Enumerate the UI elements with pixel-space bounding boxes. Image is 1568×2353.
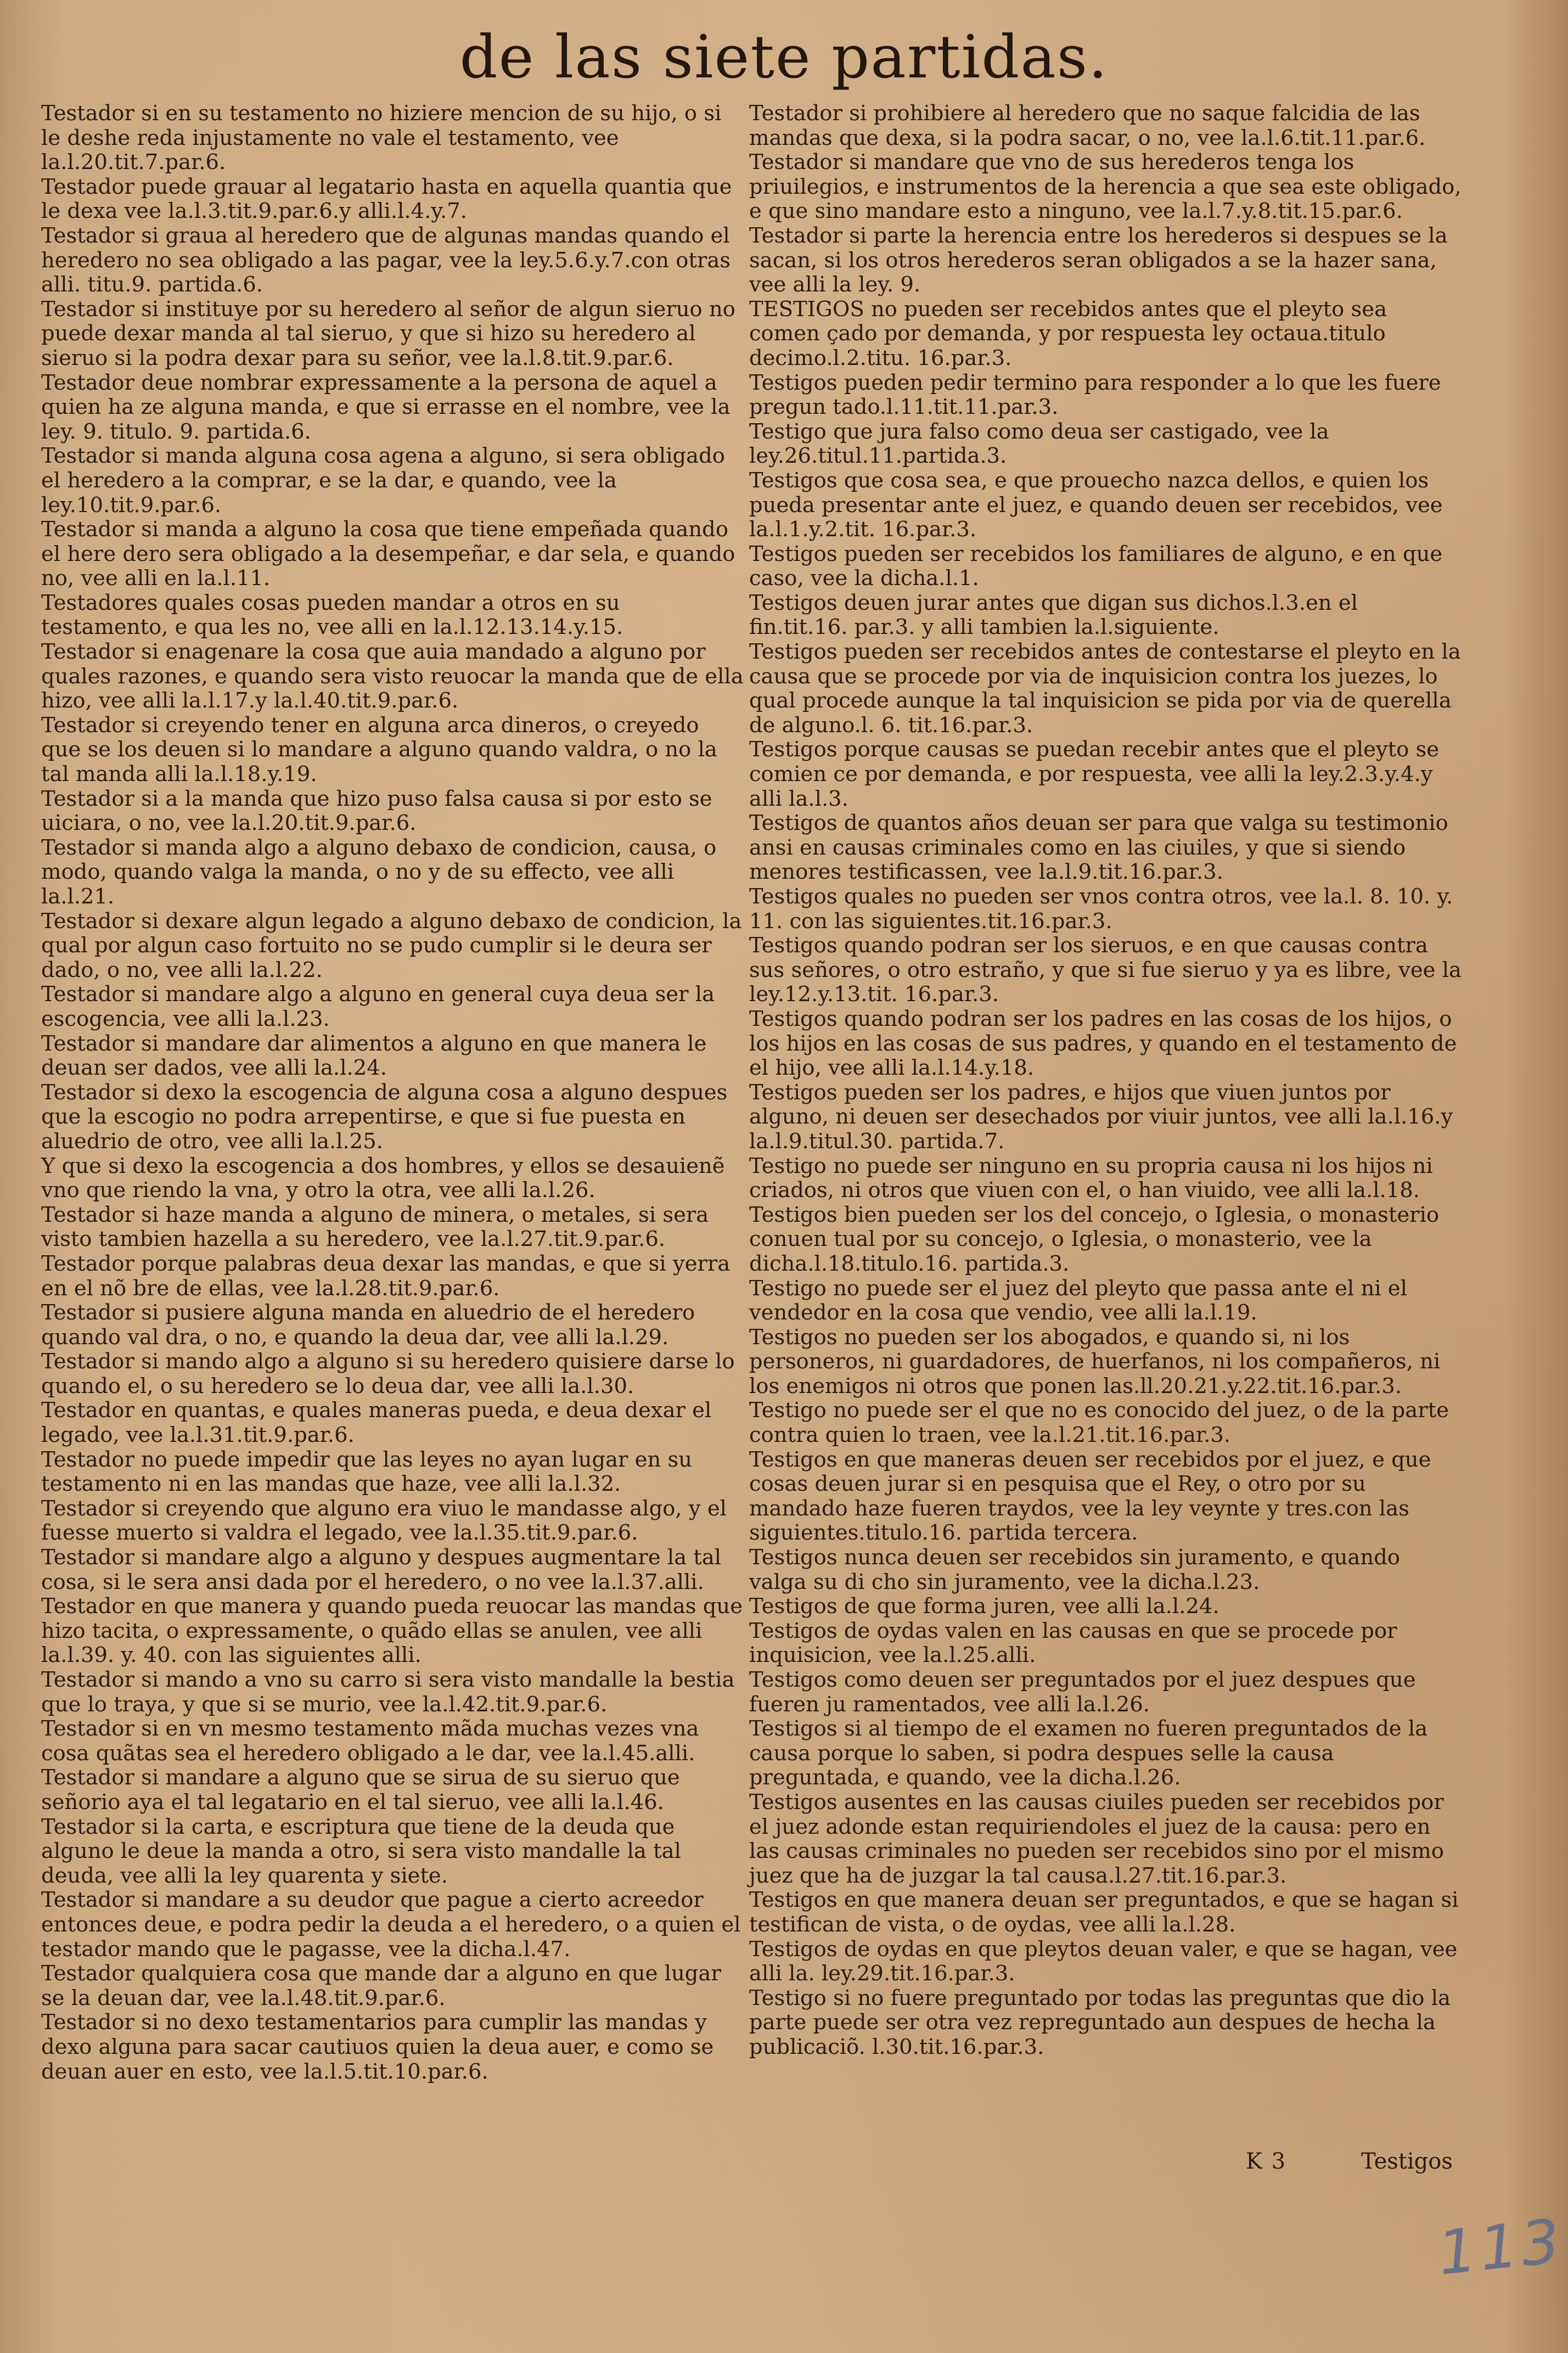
index-entry: Testigos quando podran ser los padres en las cosas de los hijos, o los hijos en las cosas de sus padres, y quando en el testamento de el hijo, vee alli la.l.14.y.18. bbox=[749, 1006, 1457, 1081]
index-entry: Testador si dexo la escogencia de alguna cosa a alguno despues que la escogio no podra arrepentirse, e que si fue puesta en aluedrio de otro, vee alli la.l.25. bbox=[41, 1080, 728, 1154]
left-column bbox=[41, 102, 744, 2084]
index-entry: Testador si instituye por su heredero al señor de algun sieruo no puede dexar manda al tal sieruo, y que si hizo su heredero al sieruo si la podra dexar para su señor, vee la.l.8.tit.9.par.6. bbox=[41, 296, 735, 370]
index-entry: Testigos como deuen ser preguntados por el juez despues que fueren ju ramentados, vee alli la.l.26. bbox=[749, 1667, 1416, 1717]
index-entry: Testador si en vn mesmo testamento mãda muchas vezes vna cosa quãtas sea el heredero obligado a le dar, vee la.l.45.alli. bbox=[41, 1716, 699, 1766]
index-entry: Testador si manda algo a alguno debaxo de condicion, causa, o modo, quando valga la manda, o no y de su effecto, vee alli la.l.21. bbox=[41, 835, 717, 909]
index-entry: Testigos quando podran ser los sieruos, e en que causas contra sus señores, o otro estraño, y que si fue sieruo y ya es libre, vee la ley.12.y.13.tit. 16.par.3. bbox=[749, 933, 1462, 1007]
index-entry: Testigo no puede ser el juez del pleyto que passa ante el ni el vendedor en la cosa que vendio, vee alli la.l.19. bbox=[749, 1276, 1407, 1326]
right-column bbox=[749, 102, 1463, 2060]
index-entry: Testigos nunca deuen ser recebidos sin juramento, e quando valga su di cho sin juramento, vee la dicha.l.23. bbox=[749, 1545, 1400, 1594]
index-entry: Testigo que jura falso como deua ser castigado, vee la ley.26.titul.11.partida.3. bbox=[749, 419, 1329, 469]
index-entry: Testigos porque causas se puedan recebir antes que el pleyto se comien ce por demanda, e por respuesta, vee alli la ley.2.3.y.4.y alli la.l.3. bbox=[749, 737, 1440, 811]
index-entry: Testigos en que maneras deuen ser recebidos por el juez, e que cosas deuen jurar si en pesquisa que el Rey, o otro por su mandado haze fueren traydos, vee la ley veynte y tres.con las siguientes.titulo.16. partida tercera. bbox=[749, 1447, 1431, 1546]
index-entry: Testador puede grauar al legatario hasta en aquella quantia que le dexa vee la.l.3.tit.9.par.6.y alli.l.4.y.7. bbox=[41, 174, 732, 224]
index-entry: Testador porque palabras deua dexar las mandas, e que si yerra en el nõ bre de ellas, vee la.l.28.tit.9.par.6. bbox=[41, 1251, 730, 1301]
index-entry: Testador si mandare a su deudor que pague a cierto acreedor entonces deue, e podra pedir la deuda a el heredero, o a quien el testador mando que le pagasse, vee la dicha.l.47. bbox=[41, 1888, 741, 1962]
index-entry: Testador si mando algo a alguno si su heredero quisiere darse lo quando el, o su heredero se lo deua dar, vee alli la.l.30. bbox=[41, 1349, 735, 1399]
index-entry: Testador si haze manda a alguno de minera, o metales, si sera visto tambien hazella a su heredero, vee la.l.27.tit.9.par.6. bbox=[41, 1202, 709, 1252]
index-entry: Testador deue nombrar expressamente a la persona de aquel a quien ha ze alguna manda, e que si errasse en el nombre, vee la ley. 9. titulo. 9. partida.6. bbox=[41, 370, 730, 444]
catchword: Testigos bbox=[1361, 2149, 1453, 2174]
index-entry: Testigo no puede ser el que no es conocido del juez, o de la parte contra quien lo traen, vee la.l.21.tit.16.par.3. bbox=[749, 1398, 1449, 1448]
index-entry: Testador si mandare que vno de sus herederos tenga los priuilegios, e instrumentos de la herencia a que sea este obligado, e que sino mandare esto a ninguno, vee la.l.7.y.8.tit.15.par.6. bbox=[749, 150, 1462, 224]
index-entry: Testador si graua al heredero que de algunas mandas quando el heredero no sea obligado a las pagar, vee la ley.5.6.y.7.con otras alli. titu.9. partida.6. bbox=[41, 223, 731, 297]
index-entry: Testigo si no fuere preguntado por todas las preguntas que dio la parte puede ser otra vez repreguntado aun despues de hecha la publicaciõ. l.30.tit.16.par.3. bbox=[749, 1985, 1451, 2059]
index-entry: Testigos pueden ser recebidos antes de contestarse el pleyto en la causa que se procede por via de inquisicion contra los juezes, lo qual procede aunque la tal inquisicion se pida por via de querella de alguno.l. 6. tit.16.par.3. bbox=[749, 639, 1461, 738]
index-entry: TESTIGOS no pueden ser recebidos antes que el pleyto sea comen çado por demanda, y por respuesta ley octaua.titulo decimo.l.2.titu. 16.par.3. bbox=[749, 296, 1387, 370]
index-entry: Testigos bien pueden ser los del concejo, o Iglesia, o monasterio conuen tual por su concejo, o Iglesia, o monasterio, vee la dicha.l.18.titulo.16. partida.3. bbox=[749, 1202, 1440, 1276]
index-entry: Testador si a la manda que hizo puso falsa causa si por esto se uiciara, o no, vee la.l.20.tit.9.par.6. bbox=[41, 786, 712, 836]
index-entry: Testador si la carta, e escriptura que tiene de la deuda que alguno le deue la manda a otro, si sera visto mandalle la tal deuda, vee alli la ley quarenta y siete. bbox=[41, 1814, 681, 1888]
index-entry: Testador si no dexo testamentarios para cumplir las mandas y dexo alguna para sacar cautiuos quien la deua auer, e como se deuan auer en esto, vee la.l.5.tit.10.par.6. bbox=[41, 2010, 714, 2084]
index-entry: Testador si creyendo tener en alguna arca dineros, o creyedo que se los deuen si lo mandare a alguno quando valdra, o no la tal manda alli la.l.18.y.19. bbox=[41, 712, 717, 787]
index-entry: Testador si parte la herencia entre los herederos si despues se la sacan, si los otros herederos seran obligados a se la hazer sana, vee alli la ley. 9. bbox=[749, 223, 1448, 297]
index-entry: Testador si enagenare la cosa que auia mandado a alguno por quales razones, e quando sera visto reuocar la manda que de ella hizo, vee alli la.l.17.y la.l.40.tit.9.par.6. bbox=[41, 639, 744, 714]
index-entry: Testador si en su testamento no hiziere mencion de su hijo, o si le deshe reda injustamente no vale el testamento, vee la.l.20.tit.7.par.6. bbox=[41, 101, 722, 175]
index-entry: Testigos de oydas en que pleytos deuan valer, e que se hagan, vee alli la. ley.29.tit.16.par.3. bbox=[749, 1936, 1458, 1986]
index-entry: Testigos que cosa sea, e que prouecho nazca dellos, e quien los pueda presentar ante el juez, e quando deuen ser recebidos, vee la.l.1.y.2.tit. 16.par.3. bbox=[749, 468, 1443, 542]
index-entry: Testador si mandare algo a alguno y despues augmentare la tal cosa, si le sera ansi dada por el heredero, o no vee la.l.37.alli. bbox=[41, 1545, 722, 1594]
index-entry: Testador en que manera y quando pueda reuocar las mandas que hizo tacita, o expressamente, o quãdo ellas se anulen, vee alli la.l.39. y. 40. con las siguientes alli. bbox=[41, 1594, 743, 1668]
signature-mark: K 3 bbox=[1246, 2149, 1287, 2174]
index-entry: Testigos pueden pedir termino para responder a lo que les fuere pregun tado.l.11.tit.11.par.3. bbox=[749, 370, 1441, 420]
index-entry: Testador si pusiere alguna manda en aluedrio de el heredero quando val dra, o no, e quando la deua dar, vee alli la.l.29. bbox=[41, 1300, 695, 1350]
running-head: de las siete partidas. bbox=[459, 23, 1109, 92]
index-entry: Testigos quales no pueden ser vnos contra otros, vee la.l. 8. 10. y. 11. con las siguientes.tit.16.par.3. bbox=[749, 884, 1453, 934]
index-entry: Testador si creyendo que alguno era viuo le mandasse algo, y el fuesse muerto si valdra el legado, vee la.l.35.tit.9.par.6. bbox=[41, 1496, 727, 1546]
index-entry: Testador si mandare algo a alguno en general cuya deua ser la escogencia, vee alli la.l.23. bbox=[41, 982, 715, 1031]
index-entry: Testador si manda a alguno la cosa que tiene empeñada quando el here dero sera obligado a la desempeñar, e dar sela, e quando no, vee alli en la.l.11. bbox=[41, 517, 735, 591]
index-entry: Y que si dexo la escogencia a dos hombres, y ellos se desauienẽ vno que riendo la vna, y otro la otra, vee alli la.l.26. bbox=[41, 1153, 725, 1203]
index-entry: Testador si prohibiere al heredero que no saque falcidia de las mandas que dexa, si la podra sacar, o no, vee la.l.6.tit.11.par.6. bbox=[749, 101, 1426, 150]
index-entry: Testadores quales cosas pueden mandar a otros en su testamento, e qua les no, vee alli en la.l.12.13.14.y.15. bbox=[41, 590, 623, 640]
index-entry: Testador qualquiera cosa que mande dar a alguno en que lugar se la deuan dar, vee la.l.48.tit.9.par.6. bbox=[41, 1961, 721, 2011]
index-entry: Testador si mando a vno su carro si sera visto mandalle la bestia que lo traya, y que si se murio, vee la.l.42.tit.9.par.6. bbox=[41, 1667, 735, 1717]
index-entry: Testador en quantas, e quales maneras pueda, e deua dexar el legado, vee la.l.31.tit.9.par.6. bbox=[41, 1398, 712, 1448]
index-entry: Testigos ausentes en las causas ciuiles pueden ser recebidos por el juez adonde estan requiriendoles el juez de la causa: pero en las causas criminales no pueden ser recebidos sino por el mismo juez que ha de juzgar la tal causa.l.27.tit.16.par.3. bbox=[749, 1789, 1444, 1888]
index-entry: Testador si dexare algun legado a alguno debaxo de condicion, la qual por algun caso fortuito no se pudo cumplir si le deura ser dado, o no, vee alli la.l.22. bbox=[41, 908, 742, 982]
index-entry: Testigos si al tiempo de el examen no fueren preguntados de la causa porque lo saben, si podra despues selle la causa preguntada, e quando, vee la dicha.l.26. bbox=[749, 1716, 1428, 1790]
index-entry: Testigos de oydas valen en las causas en que se procede por inquisicion, vee la.l.25.alli. bbox=[749, 1618, 1397, 1668]
index-entry: Testador no puede impedir que las leyes no ayan lugar en su testamento ni en las mandas que haze, vee alli la.l.32. bbox=[41, 1447, 693, 1497]
index-entry: Testigos no pueden ser los abogados, e quando si, ni los personeros, ni guardadores, de huerfanos, ni los compañeros, ni los enemigos ni otros que ponen las.ll.20.21.y.22.tit.16.par.3. bbox=[749, 1324, 1441, 1399]
index-entry: Testigos pueden ser recebidos los familiares de alguno, e en que caso, vee la dicha.l.1. bbox=[749, 541, 1443, 591]
folio-number: 113 bbox=[1434, 2205, 1567, 2289]
index-entry: Testigos de quantos años deuan ser para que valga su testimonio ansi en causas criminales como en las ciuiles, y que si siendo menores testificassen, vee la.l.9.tit.16.par.3. bbox=[749, 811, 1448, 885]
index-entry: Testigos pueden ser los padres, e hijos que viuen juntos por alguno, ni deuen ser desechados por viuir juntos, vee alli la.l.16.y la.l.9.titul.30. partida.7. bbox=[749, 1080, 1453, 1154]
index-entry: Testigos deuen jurar antes que digan sus dichos.l.3.en el fin.tit.16. par.3. y alli tambien la.l.siguiente. bbox=[749, 590, 1358, 640]
index-entry: Testigos en que manera deuan ser preguntados, e que se hagan si testifican de vista, o de oydas, vee alli la.l.28. bbox=[749, 1888, 1459, 1937]
index-entry: Testigos de que forma juren, vee alli la.l.24. bbox=[749, 1594, 1219, 1619]
index-entry: Testador si mandare a alguno que se sirua de su sieruo que señorio aya el tal legatario en el tal sieruo, vee alli la.l.46. bbox=[41, 1765, 680, 1815]
index-entry: Testador si mandare dar alimentos a alguno en que manera le deuan ser dados, vee alli la.l.24. bbox=[41, 1031, 707, 1081]
index-entry: Testador si manda alguna cosa agena a alguno, si sera obligado el heredero a la comprar, e se la dar, e quando, vee la ley.10.tit.9.par.6. bbox=[41, 443, 725, 518]
index-entry: Testigo no puede ser ninguno en su propria causa ni los hijos ni criados, ni otros que viuen con el, o han viuido, vee alli la.l.18. bbox=[749, 1153, 1433, 1203]
